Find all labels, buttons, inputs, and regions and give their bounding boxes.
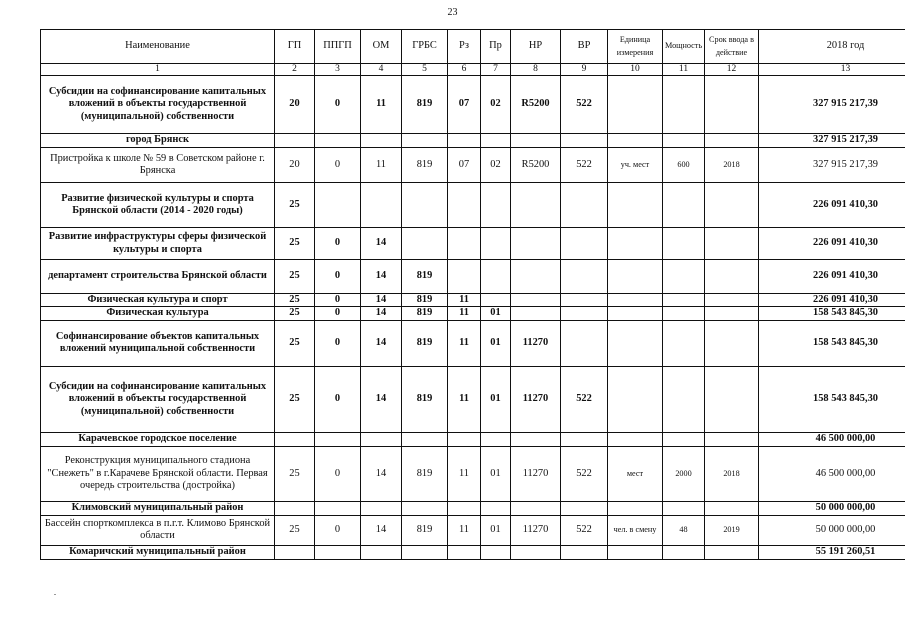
cell-pr <box>481 294 511 307</box>
table-row <box>41 515 905 545</box>
cell-ppgp: 0 <box>315 260 361 294</box>
cell-pr <box>481 228 511 260</box>
cell-amount: 158 543 845,30 <box>759 307 905 320</box>
table-row <box>41 320 905 366</box>
table-row <box>41 307 905 320</box>
cell-grbs: 819 <box>402 446 448 501</box>
cell-ppgp <box>315 183 361 228</box>
cell-gp: 25 <box>275 260 315 294</box>
cell-gp: 20 <box>275 148 315 183</box>
cell-rz <box>448 545 481 559</box>
cell-rz <box>448 183 481 228</box>
cell-grbs: 819 <box>402 294 448 307</box>
cell-ppgp: 0 <box>315 366 361 432</box>
column-number: 5 <box>402 64 448 76</box>
cell-pr: 01 <box>481 366 511 432</box>
cell-ppgp: 0 <box>315 76 361 134</box>
cell-unit <box>608 134 663 148</box>
cell-nr <box>511 432 561 446</box>
column-number: 1 <box>41 64 275 76</box>
cell-gp <box>275 432 315 446</box>
cell-nr: 11270 <box>511 446 561 501</box>
row-name: Комаричский муниципальный район <box>41 545 275 559</box>
table-row <box>41 545 905 559</box>
cell-om <box>361 432 402 446</box>
cell-rz: 07 <box>448 148 481 183</box>
cell-gp: 25 <box>275 294 315 307</box>
row-name: Субсидии на софинансирование капитальных вложений в объекты государственной (муниципальной) собственности <box>41 366 275 432</box>
cell-term: 2019 <box>705 515 759 545</box>
cell-unit <box>608 260 663 294</box>
cell-nr: 11270 <box>511 515 561 545</box>
cell-rz <box>448 501 481 515</box>
cell-unit <box>608 76 663 134</box>
cell-grbs: 819 <box>402 76 448 134</box>
row-name: город Брянск <box>41 134 275 148</box>
row-name: Софинансирование объектов капитальных вложений муниципальной собственности <box>41 320 275 366</box>
cell-vr <box>561 432 608 446</box>
cell-vr <box>561 134 608 148</box>
cell-nr <box>511 545 561 559</box>
cell-amount: 50 000 000,00 <box>759 515 905 545</box>
cell-amount: 226 091 410,30 <box>759 294 905 307</box>
cell-nr: R5200 <box>511 76 561 134</box>
cell-unit <box>608 501 663 515</box>
cell-nr <box>511 501 561 515</box>
cell-unit: мест <box>608 446 663 501</box>
header-rz: Рз <box>448 30 481 64</box>
cell-term <box>705 260 759 294</box>
cell-vr <box>561 183 608 228</box>
cell-power <box>663 320 705 366</box>
cell-vr <box>561 260 608 294</box>
cell-rz <box>448 260 481 294</box>
row-name: Карачевское городское поселение <box>41 432 275 446</box>
header-year: 2018 год <box>759 30 905 64</box>
cell-power: 2000 <box>663 446 705 501</box>
cell-pr <box>481 134 511 148</box>
cell-grbs <box>402 545 448 559</box>
cell-term <box>705 320 759 366</box>
cell-rz <box>448 228 481 260</box>
cell-om: 14 <box>361 515 402 545</box>
column-number: 10 <box>608 64 663 76</box>
cell-term <box>705 228 759 260</box>
cell-amount: 158 543 845,30 <box>759 320 905 366</box>
cell-term: 2018 <box>705 148 759 183</box>
cell-power <box>663 183 705 228</box>
cell-amount: 158 543 845,30 <box>759 366 905 432</box>
cell-ppgp <box>315 545 361 559</box>
table-row <box>41 228 905 260</box>
cell-nr <box>511 307 561 320</box>
cell-nr <box>511 134 561 148</box>
table-row <box>41 446 905 501</box>
cell-power <box>663 545 705 559</box>
cell-pr <box>481 183 511 228</box>
cell-pr: 01 <box>481 515 511 545</box>
cell-power: 48 <box>663 515 705 545</box>
cell-gp: 25 <box>275 183 315 228</box>
cell-rz: 11 <box>448 307 481 320</box>
cell-amount: 46 500 000,00 <box>759 432 905 446</box>
cell-unit <box>608 307 663 320</box>
cell-om <box>361 545 402 559</box>
cell-grbs <box>402 432 448 446</box>
table-row <box>41 294 905 307</box>
cell-rz: 11 <box>448 446 481 501</box>
cell-rz: 11 <box>448 294 481 307</box>
page-number: 23 <box>447 7 458 18</box>
cell-term <box>705 501 759 515</box>
table-row <box>41 260 905 294</box>
cell-grbs <box>402 183 448 228</box>
cell-vr <box>561 501 608 515</box>
cell-nr: 11270 <box>511 320 561 366</box>
cell-ppgp: 0 <box>315 515 361 545</box>
cell-rz <box>448 134 481 148</box>
header-om: ОМ <box>361 30 402 64</box>
column-number: 6 <box>448 64 481 76</box>
column-number: 8 <box>511 64 561 76</box>
cell-vr: 522 <box>561 515 608 545</box>
cell-term <box>705 366 759 432</box>
cell-gp: 25 <box>275 515 315 545</box>
row-name: Реконструкция муниципального стадиона "Снежеть" в г.Карачеве Брянской области. Первая очередь строительства (достройка) <box>41 446 275 501</box>
cell-power <box>663 294 705 307</box>
cell-om: 14 <box>361 366 402 432</box>
cell-om: 14 <box>361 260 402 294</box>
cell-gp: 25 <box>275 307 315 320</box>
cell-grbs <box>402 501 448 515</box>
row-name: Развитие физической культуры и спорта Брянской области (2014 - 2020 годы) <box>41 183 275 228</box>
cell-pr <box>481 260 511 294</box>
cell-unit <box>608 183 663 228</box>
header-power: Мощность <box>663 30 705 64</box>
row-name: Бассейн спорткомплекса в п.г.т. Климово Брянской области <box>41 515 275 545</box>
table-row <box>41 134 905 148</box>
table-row <box>41 432 905 446</box>
cell-ppgp: 0 <box>315 294 361 307</box>
cell-amount: 327 915 217,39 <box>759 148 905 183</box>
cell-amount: 46 500 000,00 <box>759 446 905 501</box>
column-number: 12 <box>705 64 759 76</box>
table-row <box>41 148 905 183</box>
cell-power <box>663 307 705 320</box>
cell-vr: 522 <box>561 366 608 432</box>
cell-om: 14 <box>361 228 402 260</box>
cell-vr <box>561 228 608 260</box>
cell-power <box>663 432 705 446</box>
cell-gp: 25 <box>275 446 315 501</box>
cell-nr <box>511 294 561 307</box>
cell-vr <box>561 545 608 559</box>
header-gp: ГП <box>275 30 315 64</box>
column-number: 4 <box>361 64 402 76</box>
cell-pr <box>481 432 511 446</box>
cell-grbs <box>402 134 448 148</box>
cell-gp: 25 <box>275 228 315 260</box>
cell-pr: 02 <box>481 76 511 134</box>
cell-amount: 50 000 000,00 <box>759 501 905 515</box>
cell-grbs: 819 <box>402 260 448 294</box>
cell-unit <box>608 366 663 432</box>
cell-amount: 327 915 217,39 <box>759 76 905 134</box>
cell-amount: 226 091 410,30 <box>759 260 905 294</box>
cell-grbs <box>402 228 448 260</box>
cell-ppgp <box>315 501 361 515</box>
cell-grbs: 819 <box>402 148 448 183</box>
cell-rz: 11 <box>448 515 481 545</box>
table-row <box>41 76 905 134</box>
cell-nr <box>511 228 561 260</box>
column-number: 9 <box>561 64 608 76</box>
scan-speck <box>54 594 56 595</box>
cell-gp <box>275 134 315 148</box>
cell-rz: 11 <box>448 320 481 366</box>
cell-unit <box>608 294 663 307</box>
cell-power <box>663 228 705 260</box>
cell-term <box>705 432 759 446</box>
cell-om <box>361 183 402 228</box>
cell-power <box>663 260 705 294</box>
cell-ppgp: 0 <box>315 228 361 260</box>
cell-amount: 55 191 260,51 <box>759 545 905 559</box>
cell-amount: 327 915 217,39 <box>759 134 905 148</box>
cell-unit <box>608 320 663 366</box>
cell-om: 14 <box>361 294 402 307</box>
cell-gp <box>275 501 315 515</box>
cell-om: 14 <box>361 446 402 501</box>
cell-unit: уч. мест <box>608 148 663 183</box>
cell-vr <box>561 320 608 366</box>
cell-pr: 01 <box>481 320 511 366</box>
cell-pr: 01 <box>481 446 511 501</box>
cell-rz <box>448 432 481 446</box>
header-row <box>41 30 905 64</box>
cell-power <box>663 501 705 515</box>
column-number: 7 <box>481 64 511 76</box>
cell-pr <box>481 501 511 515</box>
cell-grbs: 819 <box>402 515 448 545</box>
cell-pr <box>481 545 511 559</box>
table-row <box>41 501 905 515</box>
cell-gp: 25 <box>275 366 315 432</box>
cell-nr <box>511 183 561 228</box>
cell-term <box>705 183 759 228</box>
header-name: Наименование <box>41 30 275 64</box>
cell-vr <box>561 307 608 320</box>
cell-power <box>663 76 705 134</box>
cell-rz: 11 <box>448 366 481 432</box>
cell-nr: R5200 <box>511 148 561 183</box>
cell-amount: 226 091 410,30 <box>759 228 905 260</box>
budget-table <box>40 29 905 560</box>
cell-rz: 07 <box>448 76 481 134</box>
cell-gp <box>275 545 315 559</box>
column-number: 11 <box>663 64 705 76</box>
cell-power <box>663 366 705 432</box>
table-row <box>41 366 905 432</box>
cell-ppgp: 0 <box>315 148 361 183</box>
row-name: Пристройка к школе № 59 в Советском районе г. Брянска <box>41 148 275 183</box>
cell-ppgp <box>315 134 361 148</box>
row-name: Физическая культура и спорт <box>41 294 275 307</box>
cell-grbs: 819 <box>402 366 448 432</box>
header-term: Срок ввода в действие <box>705 30 759 64</box>
cell-grbs: 819 <box>402 320 448 366</box>
row-name: Субсидии на софинансирование капитальных вложений в объекты государственной (муниципальной) собственности <box>41 76 275 134</box>
cell-gp: 25 <box>275 320 315 366</box>
cell-unit <box>608 545 663 559</box>
cell-vr: 522 <box>561 76 608 134</box>
cell-om: 14 <box>361 320 402 366</box>
header-nr: НР <box>511 30 561 64</box>
column-number: 2 <box>275 64 315 76</box>
cell-power: 600 <box>663 148 705 183</box>
header-ppgp: ППГП <box>315 30 361 64</box>
cell-om: 11 <box>361 148 402 183</box>
cell-ppgp: 0 <box>315 446 361 501</box>
cell-pr: 02 <box>481 148 511 183</box>
cell-term <box>705 134 759 148</box>
row-name: департамент строительства Брянской области <box>41 260 275 294</box>
header-grbs: ГРБС <box>402 30 448 64</box>
cell-term: 2018 <box>705 446 759 501</box>
header-unit: Единица измерения <box>608 30 663 64</box>
cell-om <box>361 134 402 148</box>
header-vr: ВР <box>561 30 608 64</box>
column-number: 13 <box>759 64 905 76</box>
cell-term <box>705 307 759 320</box>
cell-term <box>705 294 759 307</box>
cell-unit: чел. в смену <box>608 515 663 545</box>
cell-nr: 11270 <box>511 366 561 432</box>
cell-ppgp <box>315 432 361 446</box>
cell-ppgp: 0 <box>315 307 361 320</box>
cell-vr: 522 <box>561 446 608 501</box>
row-name: Климовский муниципальный район <box>41 501 275 515</box>
cell-pr: 01 <box>481 307 511 320</box>
cell-term <box>705 545 759 559</box>
row-name: Физическая культура <box>41 307 275 320</box>
cell-nr <box>511 260 561 294</box>
table-row <box>41 183 905 228</box>
cell-term <box>705 76 759 134</box>
cell-power <box>663 134 705 148</box>
cell-om: 11 <box>361 76 402 134</box>
cell-gp: 20 <box>275 76 315 134</box>
cell-om <box>361 501 402 515</box>
row-name: Развитие инфраструктуры сферы физической культуры и спорта <box>41 228 275 260</box>
cell-om: 14 <box>361 307 402 320</box>
header-pr: Пр <box>481 30 511 64</box>
cell-vr <box>561 294 608 307</box>
cell-amount: 226 091 410,30 <box>759 183 905 228</box>
column-number-row <box>41 64 905 76</box>
cell-ppgp: 0 <box>315 320 361 366</box>
cell-unit <box>608 228 663 260</box>
column-number: 3 <box>315 64 361 76</box>
cell-vr: 522 <box>561 148 608 183</box>
cell-grbs: 819 <box>402 307 448 320</box>
cell-unit <box>608 432 663 446</box>
